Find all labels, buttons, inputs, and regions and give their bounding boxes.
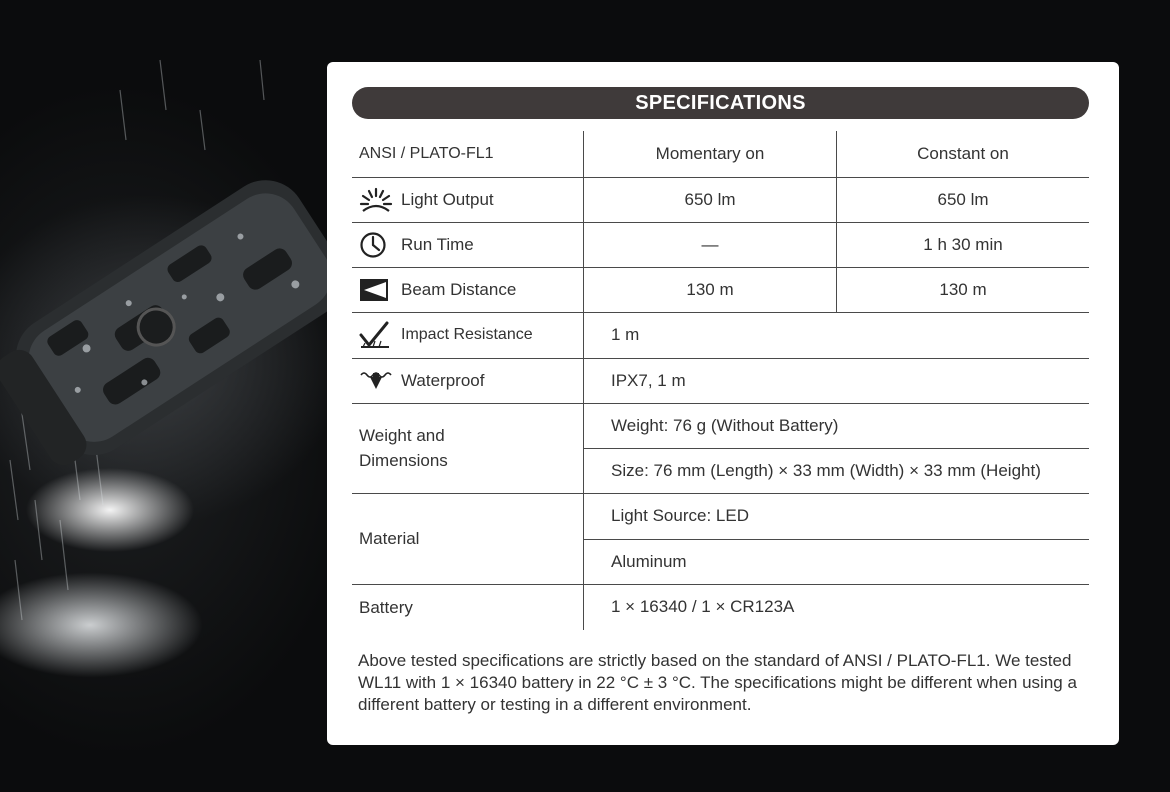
table-row [352, 358, 1089, 403]
spec-footnote: Above tested specifications are strictly based on the standard of ANSI / PLATO-FL1. We tested WL11 with 1 × 16340 battery in 22 °C ± 3 °C. The specifications might be different when using a different battery or testing in a different environment. [358, 651, 1077, 714]
water-drop-icon [359, 367, 393, 395]
impact-value: 1 m [584, 312, 1090, 358]
run-time-label: Run Time [401, 234, 474, 254]
table-row [352, 177, 1089, 222]
beam-distance-momentary: 130 m [584, 267, 837, 312]
size-value: Size: 76 mm (Length) × 33 mm (Width) × 33 mm (Height) [584, 448, 1090, 493]
mode-constant-header: Constant on [837, 131, 1090, 177]
material-label: Material [359, 529, 420, 548]
light-output-label: Light Output [401, 189, 494, 209]
table-row [352, 222, 1089, 267]
spec-table [352, 131, 1089, 630]
light-burst-icon [359, 186, 393, 214]
weight-dimensions-label-line1: Weight and [359, 426, 445, 445]
table-header-row [352, 131, 1089, 177]
battery-label: Battery [359, 597, 413, 617]
light-source-value: Light Source: LED [584, 493, 1090, 539]
weight-dimensions-label [352, 423, 583, 473]
run-time-constant: 1 h 30 min [837, 222, 1090, 267]
body-material-value: Aluminum [584, 539, 1090, 584]
clock-icon [359, 231, 393, 259]
spec-title: SPECIFICATIONS [352, 87, 1089, 119]
flashlight-illustration [0, 0, 340, 792]
table-row [352, 403, 1089, 448]
weight-value: Weight: 76 g (Without Battery) [584, 403, 1090, 448]
light-output-constant: 650 lm [837, 177, 1090, 222]
impact-label: Impact Resistance [401, 326, 533, 343]
waterproof-label: Waterproof [401, 370, 485, 390]
spec-card [327, 62, 1119, 745]
mode-momentary-header: Momentary on [584, 131, 837, 177]
standard-label: ANSI / PLATO-FL1 [359, 145, 494, 163]
run-time-momentary: — [584, 222, 837, 267]
table-row [352, 584, 1089, 630]
table-row [352, 312, 1089, 358]
beam-icon [359, 276, 393, 304]
light-output-momentary: 650 lm [584, 177, 837, 222]
table-row [352, 493, 1089, 539]
battery-value: 1 × 16340 / 1 × CR123A [611, 597, 795, 617]
table-row [352, 267, 1089, 312]
beam-distance-label: Beam Distance [401, 279, 517, 299]
impact-icon [359, 321, 393, 349]
weight-dimensions-label-line2: Dimensions [359, 451, 448, 470]
flashlight-photo [0, 0, 340, 792]
waterproof-value: IPX7, 1 m [584, 358, 1090, 403]
beam-distance-constant: 130 m [837, 267, 1090, 312]
